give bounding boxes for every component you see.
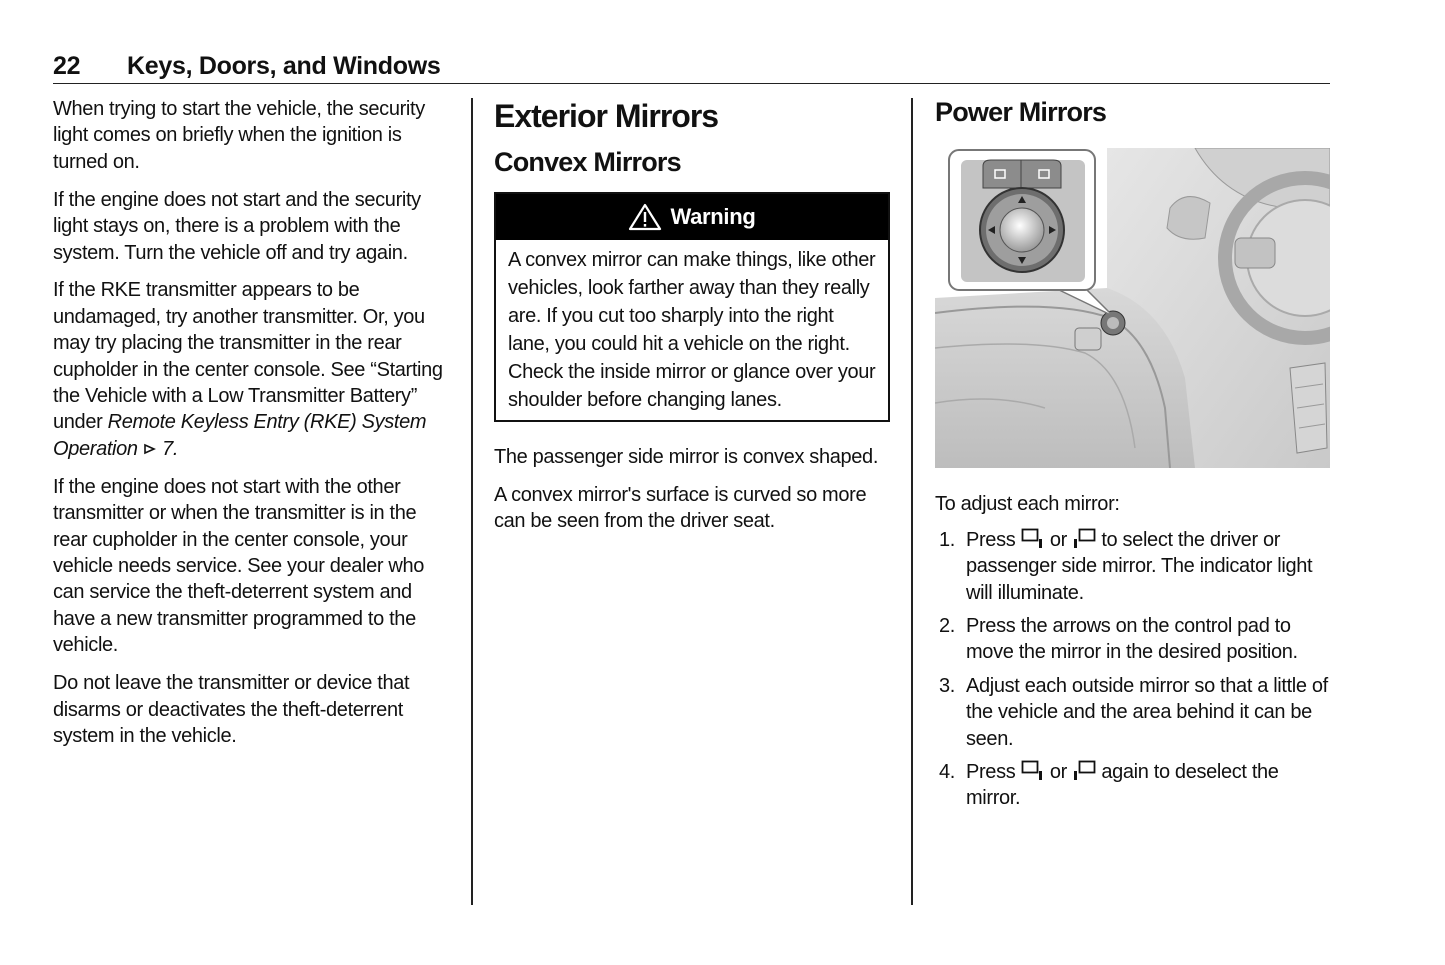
list-item: 1. Press or to select the driver or passenger side mirror. The indicator light will illuminate. [939, 528, 1313, 604]
column-left [53, 96, 453, 761]
page-header [53, 49, 1330, 84]
section-heading: Power Mirrors [935, 97, 1107, 127]
paragraph: If the engine does not start and the security light stays on, there is a problem with the system. Turn the vehicle off and try again. [53, 188, 421, 264]
subsection-heading: Convex Mirrors [494, 147, 681, 177]
page-reference-arrow-icon [143, 442, 157, 456]
paragraph: A convex mirror's surface is curved so more can be seen from the driver seat. [494, 483, 867, 533]
column-middle [494, 92, 890, 546]
column-divider [471, 98, 473, 905]
paragraph: Do not leave the transmitter or device that disarms or deactivates the theft-deterrent system in the vehicle. [53, 672, 410, 747]
section-heading: Exterior Mirrors [494, 98, 719, 134]
reference-page: 7. [162, 437, 179, 460]
paragraph: If the RKE transmitter appears to be undamaged, try another transmitter. Or, you may try placing the transmitter in the rear cupholder in the center console. See “Starting the Vehicle with a Low Transmitter Battery” under Remote Keyless Entry (RKE) System Operation 7. [53, 279, 443, 460]
list-item: 4. Press or again to deselect the mirror. [939, 761, 1279, 810]
paragraph: If the engine does not start with the other transmitter or when the transmitter is in the rear cupholder in the center console, your vehicle needs service. See your dealer who can service the theft-deterrent system and have a new transmitter programmed to the vehicle. [53, 475, 425, 657]
warning-header [496, 194, 888, 240]
left-mirror-select-icon [1021, 759, 1045, 781]
paragraph: When trying to start the vehicle, the security light comes on briefly when the ignition is turned on. [53, 98, 425, 173]
paragraph: The passenger side mirror is convex shaped. [494, 446, 879, 468]
warning-triangle-icon [628, 203, 662, 231]
right-mirror-select-icon [1072, 759, 1096, 781]
page-number: 22 [53, 52, 81, 80]
warning-label: Warning [670, 203, 756, 229]
list-item: 2. Press the arrows on the control pad to move the mirror in the desired position. [939, 615, 1298, 664]
section-title: Keys, Doors, and Windows [127, 52, 441, 80]
right-mirror-select-icon [1072, 527, 1096, 549]
left-mirror-select-icon [1021, 527, 1045, 549]
instruction-list [935, 527, 1330, 812]
paragraph: To adjust each mirror: [935, 493, 1120, 516]
warning-box [494, 192, 890, 422]
column-right [935, 92, 1330, 819]
list-item: 3. Adjust each outside mirror so that a little of the vehicle and the area behind it can be seen. [939, 674, 1328, 750]
power-mirror-control-illustration [935, 148, 1330, 468]
warning-text: A convex mirror can make things, like other vehicles, look farther away than they really are. If you cut too sharply into the right lane, you could hit a vehicle on the right. Check the inside mirror or glance over your shoulder before changing lanes. [508, 249, 876, 411]
column-divider [911, 98, 913, 905]
cross-reference-link[interactable]: Remote Keyless Entry (RKE) System Operation [53, 411, 427, 460]
